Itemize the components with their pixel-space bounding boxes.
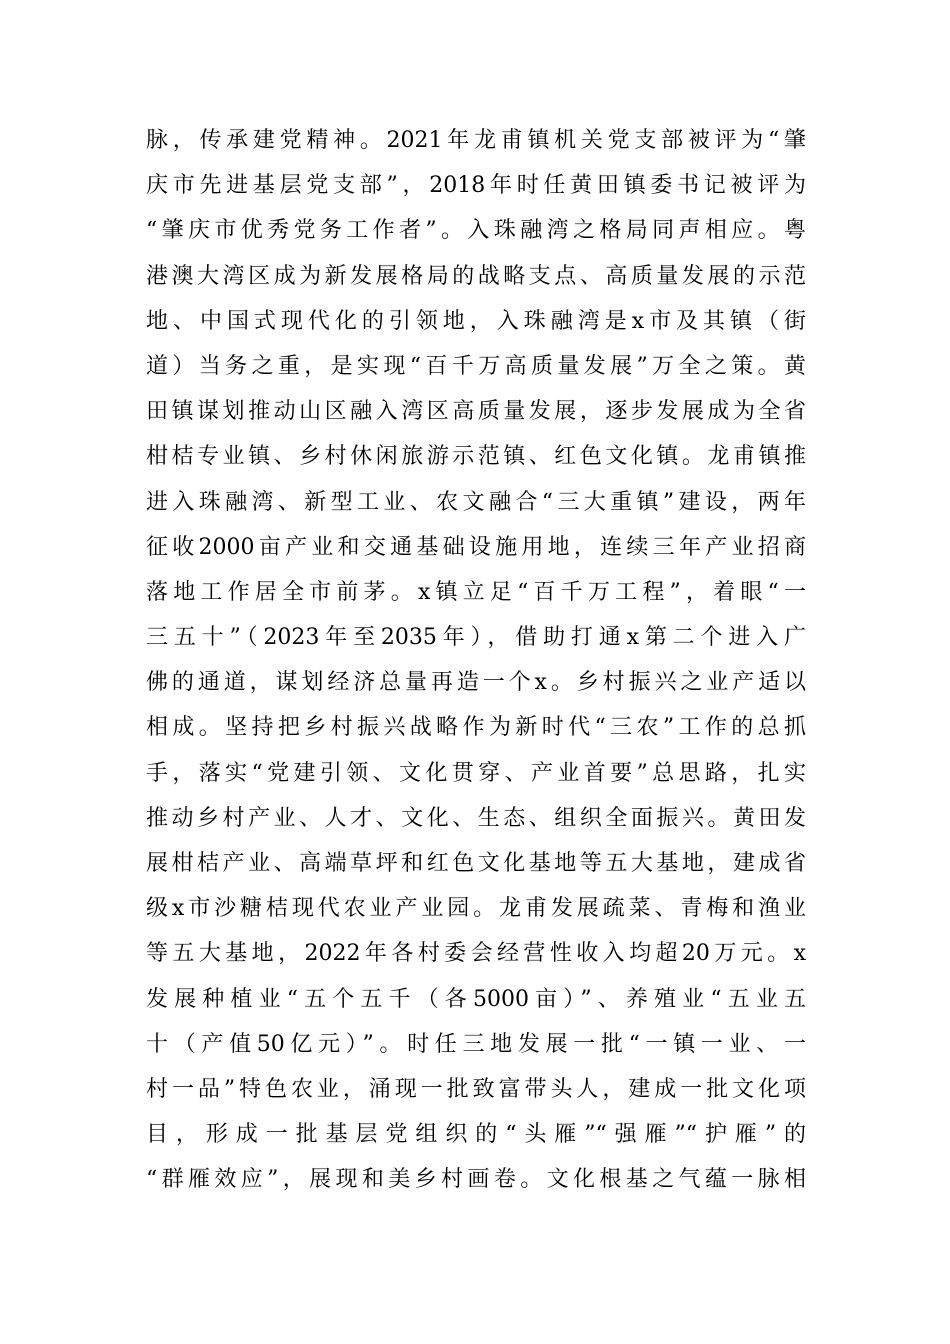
text-line: 落地工作居全市前茅。x镇立足“百千万工程”，着眼“一 bbox=[146, 579, 806, 605]
text-line: 推动乡村产业、人才、文化、生态、组织全面振兴。黄田发 bbox=[146, 805, 806, 831]
text-line: 等五大基地，2022年各村委会经营性收入均超20万元。x bbox=[146, 941, 806, 967]
text-line: 发展种植业“五个五千（各5000亩）”、养殖业“五业五 bbox=[146, 986, 806, 1012]
text-line: 脉，传承建党精神。2021年龙甫镇机关党支部被评为“肇 bbox=[146, 128, 806, 153]
text-line: 级x市沙糖桔现代农业产业园。龙甫发展疏菜、青梅和渔业 bbox=[146, 896, 806, 922]
text-line: 村一品”特色农业，涌现一批致富带头人，建成一批文化项 bbox=[146, 1076, 806, 1102]
text-line: 田镇谋划推动山区融入湾区高质量发展，逐步发展成为全省 bbox=[146, 399, 806, 425]
text-line: 目，形成一批基层党组织的“头雁”“强雁”“护雁”的 bbox=[146, 1122, 806, 1148]
text-line: 相成。坚持把乡村振兴战略作为新时代“三农”工作的总抓 bbox=[146, 715, 806, 741]
text-line: 三五十”（2023年至2035年），借助打通x第二个进入广 bbox=[146, 625, 806, 651]
text-line: 道）当务之重，是实现“百千万高质量发展”万全之策。黄 bbox=[146, 353, 806, 379]
body-text bbox=[146, 118, 806, 1203]
text-line: “肇庆市优秀党务工作者”。入珠融湾之格局同声相应。粤 bbox=[146, 218, 806, 244]
text-line: 征收2000亩产业和交通基础设施用地，连续三年产业招商 bbox=[146, 534, 806, 560]
text-line: 佛的通道，谋划经济总量再造一个x。乡村振兴之业产适以 bbox=[146, 670, 806, 696]
text-line: 展柑桔产业、高端草坪和红色文化基地等五大基地，建成省 bbox=[146, 851, 806, 876]
text-line: “群雁效应”，展现和美乡村画卷。文化根基之气蕴一脉相 bbox=[146, 1167, 806, 1193]
text-line: 柑桔专业镇、乡村休闲旅游示范镇、红色文化镇。龙甫镇推 bbox=[146, 444, 806, 470]
text-line: 庆市先进基层党支部”，2018年时任黄田镇委书记被评为 bbox=[146, 173, 806, 199]
text-line: 手，落实“党建引领、文化贯穿、产业首要”总思路，扎实 bbox=[146, 760, 806, 786]
text-line: 进入珠融湾、新型工业、农文融合“三大重镇”建设，两年 bbox=[146, 489, 806, 515]
text-line: 十（产值50亿元）”。时任三地发展一批“一镇一业、一 bbox=[146, 1031, 806, 1057]
text-line: 地、中国式现代化的引领地，入珠融湾是x市及其镇（街 bbox=[146, 308, 806, 334]
text-line: 港澳大湾区成为新发展格局的战略支点、高质量发展的示范 bbox=[146, 263, 806, 289]
